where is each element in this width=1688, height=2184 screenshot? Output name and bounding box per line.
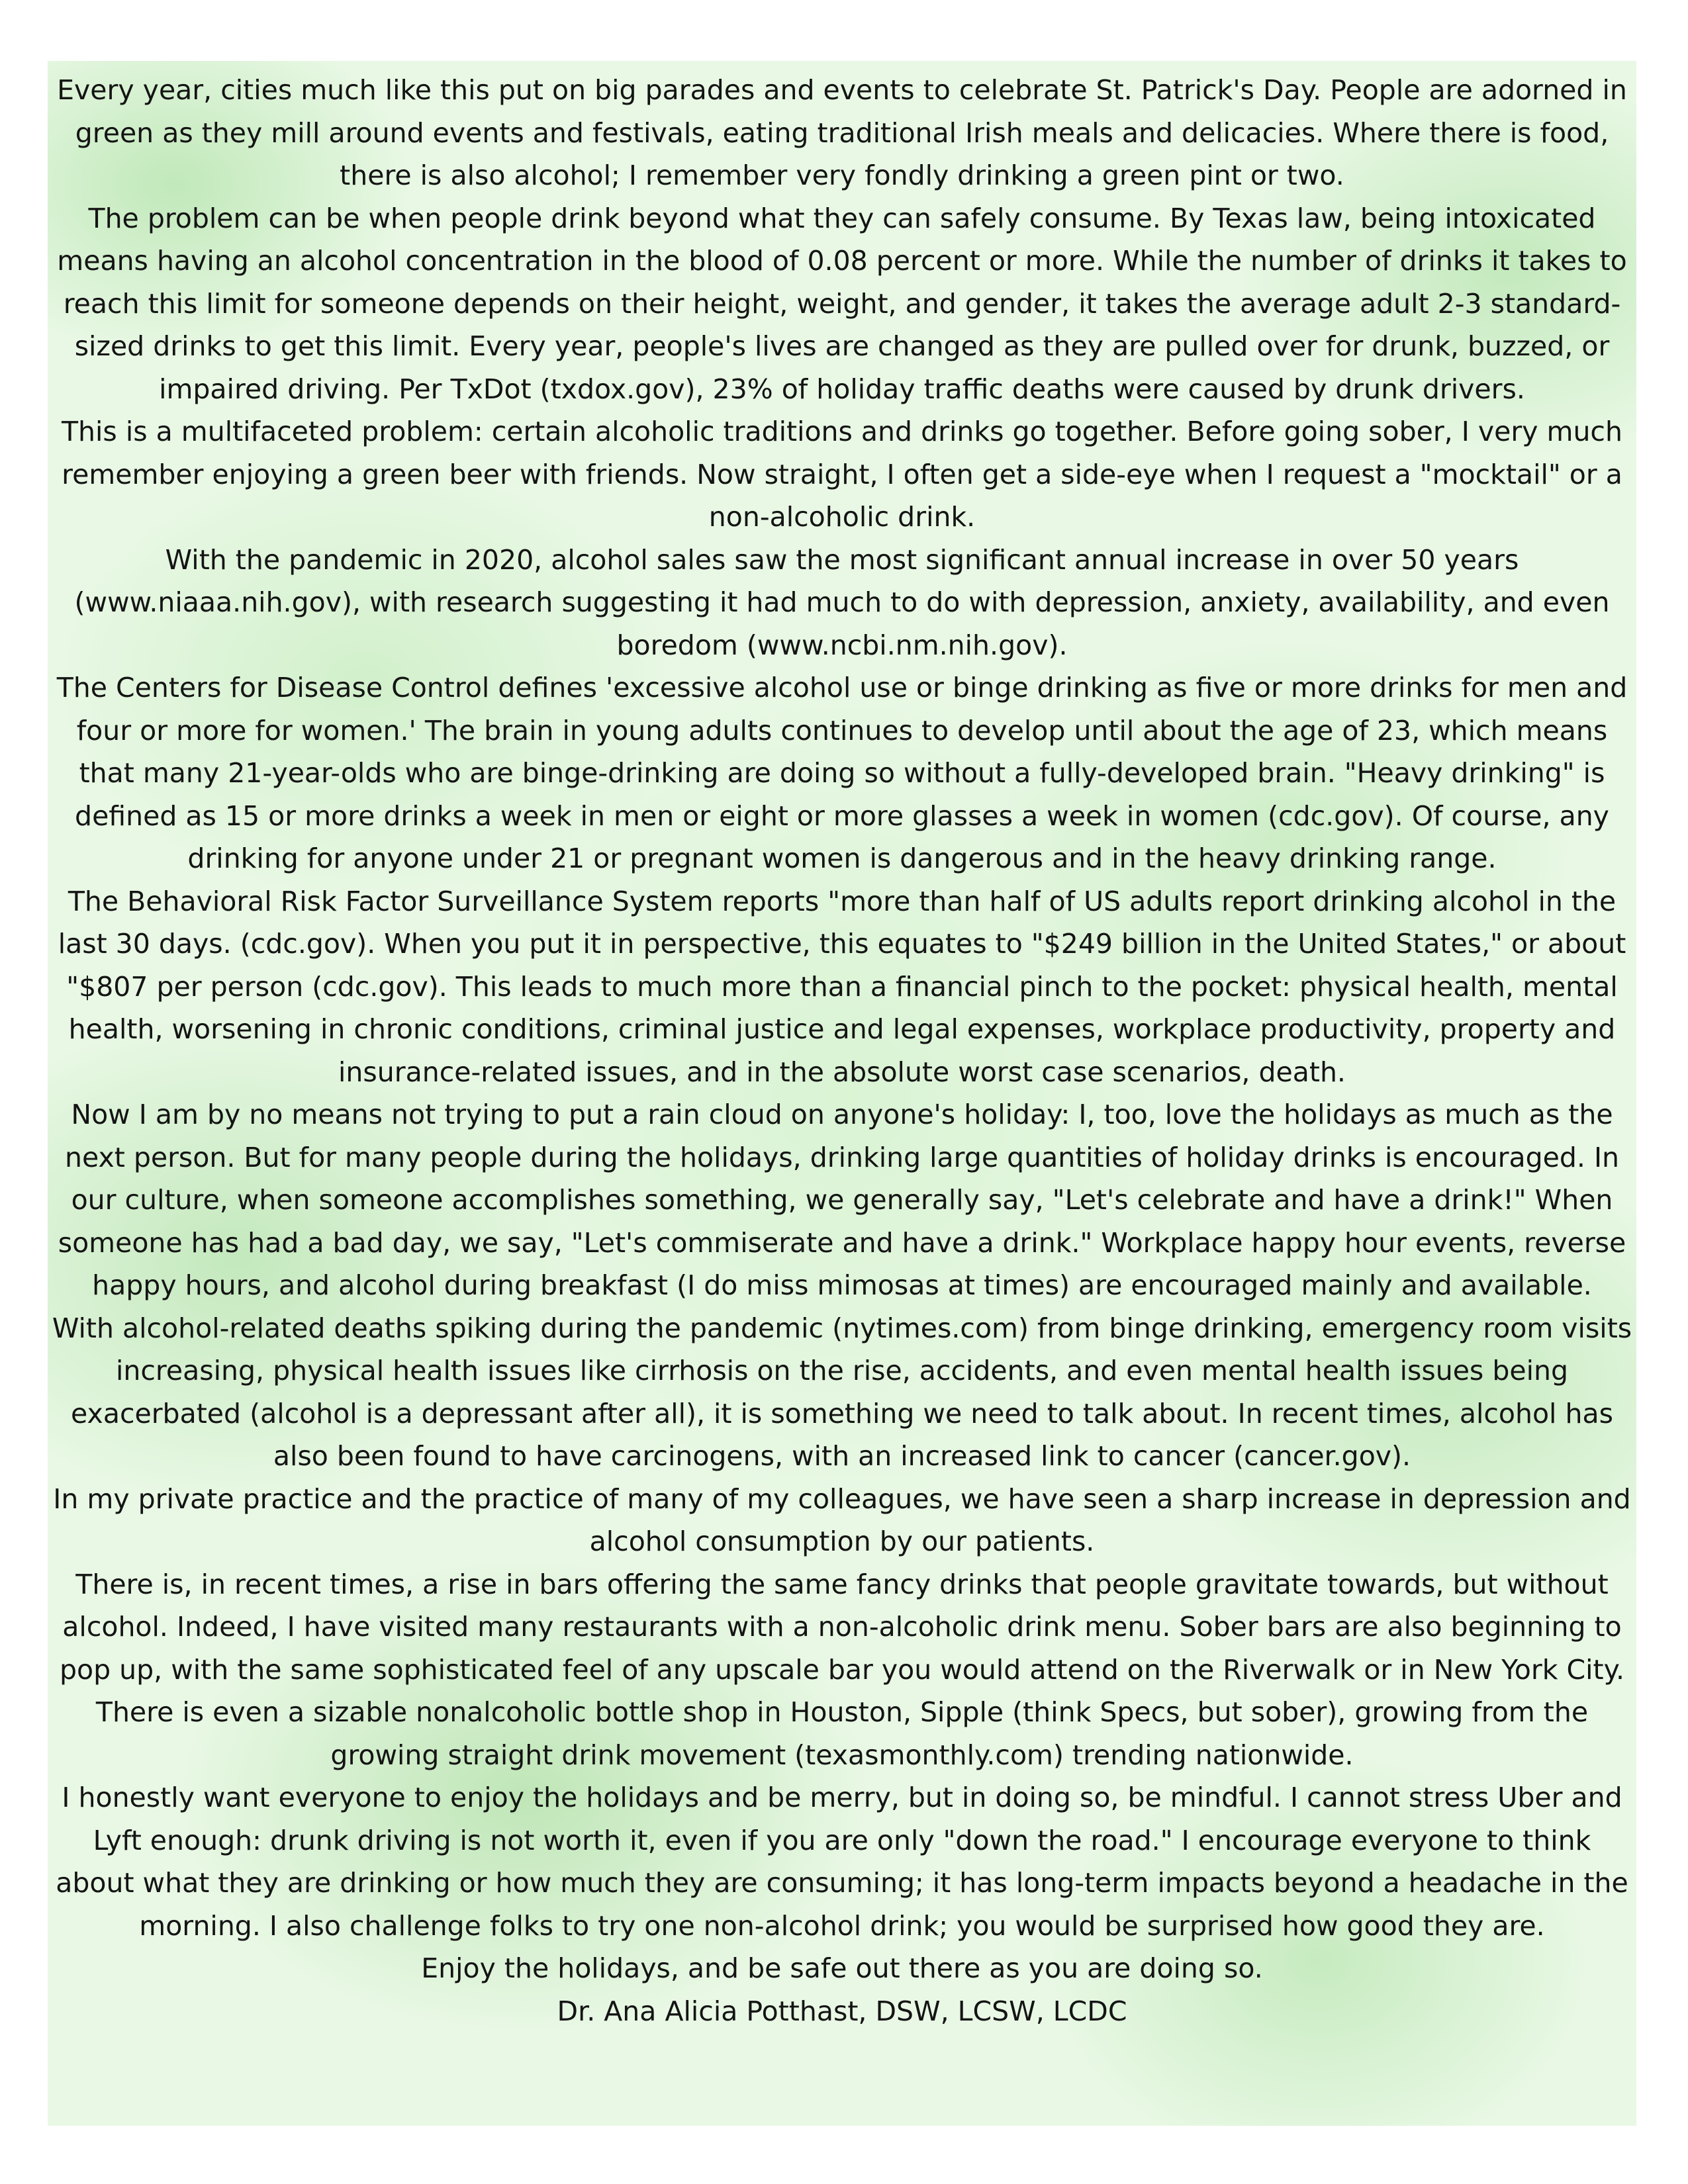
paragraph-sober-bars: There is, in recent times, a rise in bars offering the same fancy drinks that people gravitate towards, but without alcohol. Indeed, I have visited many restaurants with a non-alcoholic drink menu. Sober bars are also beginning to pop up, with the same sophisticated feel of any upscale bar you would attend on the Riverwalk or in New York City. There is even a sizable nonalcoholic bottle shop in Houston, Sipple (think Specs, but sober), growing from the growing straight drink movement (texasmonthly.com) trending nationwide. xyxy=(59,1568,1625,1771)
paragraph-private-practice: In my private practice and the practice of many of my colleagues, we have seen a sharp increase in depression and alcohol consumption by our patients. xyxy=(53,1482,1631,1557)
paragraph-brfss-costs: The Behavioral Risk Factor Surveillance System reports "more than half of US adults report drinking alcohol in the last 30 days. (cdc.gov). When you put it in perspective, this equates to "$249 billion in the United States," or about "$807 per person (cdc.gov). This leads to much more than a financial pinch to the pocket: physical health, mental health, worsening in chronic conditions, criminal justice and legal expenses, workplace productivity, property and insurance-related issues, and in the absolute worst case scenarios, death. xyxy=(58,885,1626,1088)
paragraph-intoxication-law: The problem can be when people drink beyond what they can safely consume. By Texas law, being intoxicated means having an alcohol concentration in the blood of 0.08 percent or more. While the number of drinks it takes to reach this limit for someone depends on their height, weight, and gender, it takes the average adult 2-3 standard-sized drinks to get this limit. Every year, people's lives are changed as they are pulled over for drunk, buzzed, or impaired driving. Per TxDot (txdox.gov), 23% of holiday traffic deaths were caused by drunk drivers. xyxy=(57,202,1627,405)
author-signature: Dr. Ana Alicia Potthast, DSW, LCSW, LCDC xyxy=(557,1995,1127,2027)
article-body xyxy=(48,69,1636,2032)
paragraph-cdc-definitions: The Centers for Disease Control defines 'excessive alcohol use or binge drinking as five or more drinks for men and four or more for women.' The brain in young adults continues to develop until about the age of 23, which means that many 21-year-olds who are binge-drinking are doing so without a fully-developed brain. "Heavy drinking" is defined as 15 or more drinks a week in men or eight or more glasses a week in women (cdc.gov). Of course, any drinking for anyone under 21 or pregnant women is dangerous and in the heavy drinking range. xyxy=(56,672,1628,874)
paragraph-holiday-culture: Now I am by no means not trying to put a rain cloud on anyone's holiday: I, too, love the holidays as much as the next person. But for many people during the holidays, drinking large quantities of holiday drinks is encouraged. In our culture, when someone accomplishes something, we generally say, "Let's celebrate and have a drink!" When someone has had a bad day, we say, "Let's commiserate and have a drink." Workplace happy hour events, reverse happy hours, and alcohol during breakfast (I do miss mimosas at times) are encouraged mainly and available. xyxy=(58,1099,1626,1301)
closing-line: Enjoy the holidays, and be safe out there as you are doing so. xyxy=(421,1952,1263,1984)
paragraph-pandemic-sales: With the pandemic in 2020, alcohol sales saw the most significant annual increase in over 50 years (www.niaaa.nih.gov), with research suggesting it had much to do with depression, anxiety, availability, and even boredom (www.ncbi.nm.nih.gov). xyxy=(74,543,1610,661)
paragraph-traditions: This is a multifaceted problem: certain alcoholic traditions and drinks go together. Before going sober, I very much remember enjoying a green beer with friends. Now straight, I often get a side-eye when I request a "mocktail" or a non-alcoholic drink. xyxy=(62,416,1622,533)
paragraph-st-patricks-day: Every year, cities much like this put on big parades and events to celebrate St. Patrick's Day. People are adorned in green as they mill around events and festivals, eating traditional Irish meals and delicacies. Where there is food, there is also alcohol; I remember very fondly drinking a green pint or two. xyxy=(57,74,1627,191)
paragraph-be-mindful: I honestly want everyone to enjoy the holidays and be merry, but in doing so, be mindful. I cannot stress Uber and Lyft enough: drunk driving is not worth it, even if you are only "down the road." I encourage everyone to think about what they are drinking or how much they are consuming; it has long-term impacts beyond a headache in the morning. I also challenge folks to try one non-alcohol drink; you would be surprised how good they are. xyxy=(56,1782,1628,1942)
paragraph-alcohol-deaths: With alcohol-related deaths spiking during the pandemic (nytimes.com) from binge drinking, emergency room visits increasing, physical health issues like cirrhosis on the rise, accidents, and even mental health issues being exacerbated (alcohol is a depressant after all), it is something we need to talk about. In recent times, alcohol has also been found to have carcinogens, with an increased link to cancer (cancer.gov). xyxy=(52,1312,1632,1472)
